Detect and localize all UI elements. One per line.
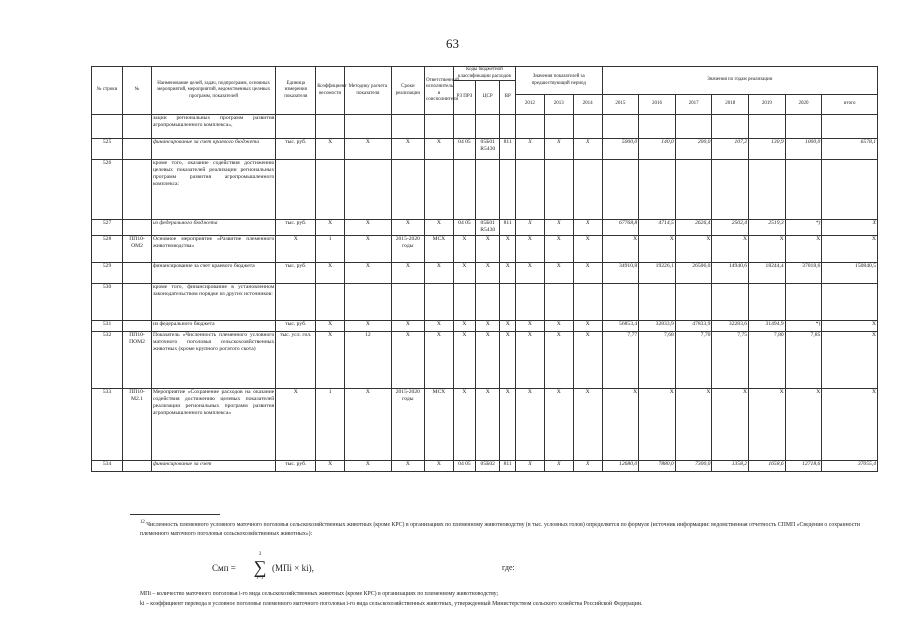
row-value-base-0: X (515, 321, 544, 332)
row-value-base-1 (544, 115, 573, 139)
row-name: Основное мероприятие «Развитие племенного животноводства» (151, 236, 275, 263)
row-terms: 2015-2020 годы (391, 236, 424, 263)
row-code (123, 284, 152, 321)
row-value-plan-3: X (712, 236, 749, 263)
row-executor: МСХ (424, 389, 453, 461)
row-method (345, 160, 392, 220)
row-unit (276, 115, 316, 139)
header-method: Методику расчета показателя (345, 67, 392, 115)
table-body (92, 115, 878, 472)
row-value-plan-3: X (712, 389, 749, 461)
row-coefficient: 1 (316, 236, 345, 263)
row-value-plan-3 (712, 160, 749, 220)
row-rz-prz (453, 284, 475, 321)
row-terms: X (391, 332, 424, 389)
row-terms: X (391, 220, 424, 236)
row-rz-prz: X (453, 263, 475, 284)
row-method: X (345, 461, 392, 472)
row-name: кроме того, финансирование в установленном законодательством порядке из других источников: (151, 284, 275, 321)
row-coefficient: X (316, 263, 345, 284)
row-value-plan-6: X (822, 389, 878, 461)
row-name: Показатель «Численность племенного условного маточного поголовья сельскохозяйственных животных (кроме крупного рогатого скота) (151, 332, 275, 389)
row-value-plan-4 (749, 284, 786, 321)
definition-mpi: МПi – количество маточного поголовья i-го вида сельскохозяйственных животных (кроме КРС) в организациях по племенному животноводству; (140, 591, 499, 597)
row-number: 533 (92, 389, 123, 461)
row-value-base-2: X (573, 220, 602, 236)
row-rz-prz: 04 05 (453, 139, 475, 160)
row-csr (476, 115, 500, 139)
header-code: № (123, 67, 152, 115)
table-row (92, 332, 878, 389)
table-row (92, 263, 878, 284)
table-row (92, 389, 878, 461)
row-name: финансирование за счет краевого бюджета (151, 139, 275, 160)
header-year-2014: 2014 (573, 95, 602, 115)
formula (212, 552, 515, 582)
row-code: ПП10-М2.1 (123, 389, 152, 461)
row-value-plan-6 (822, 115, 878, 139)
row-method: X (345, 321, 392, 332)
row-value-base-1: X (544, 321, 573, 332)
header-year-2018: 2018 (712, 95, 749, 115)
row-value-plan-5 (785, 115, 822, 139)
row-method (345, 284, 392, 321)
row-csr: X (476, 389, 500, 461)
row-value-base-0: X (515, 263, 544, 284)
row-value-base-1 (544, 160, 573, 220)
row-csr: X (476, 332, 500, 389)
row-vr: 811 (500, 220, 516, 236)
row-value-plan-4 (749, 115, 786, 139)
row-value-base-0: X (515, 332, 544, 389)
row-value-plan-5: 1000,0 (785, 139, 822, 160)
header-name: Наименование целей, задач, подпрограмм, основных мероприятий, мероприятий, ведомственных целевых программ, показателей (151, 67, 275, 115)
row-number: 534 (92, 461, 123, 472)
row-value-plan-0: 56853,4 (602, 321, 639, 332)
header-executor: Ответственный исполнитель и соисполнители (424, 67, 453, 115)
row-value-base-1: X (544, 236, 573, 263)
row-number: 526 (92, 160, 123, 220)
row-value-base-0: X (515, 461, 544, 472)
table-row (92, 115, 878, 139)
row-coefficient: X (316, 321, 345, 332)
sigma-symbol: ∑ (253, 557, 267, 577)
row-value-base-1: X (544, 461, 573, 472)
row-csr: 05Б01 R5430 (476, 139, 500, 160)
header-year-2016: 2016 (639, 95, 676, 115)
row-value-plan-3: 32283,6 (712, 321, 749, 332)
row-executor (424, 115, 453, 139)
row-value-plan-2: 47833,9 (675, 321, 712, 332)
row-value-plan-0 (602, 284, 639, 321)
row-value-plan-6: X (822, 332, 878, 389)
row-code (123, 321, 152, 332)
row-name: из федерального бюджета (151, 321, 275, 332)
row-code (123, 461, 152, 472)
row-value-plan-0: 5000,0 (602, 139, 639, 160)
row-vr: X (500, 389, 516, 461)
header-coefficient: Коэффициент весомости (316, 67, 345, 115)
row-value-base-0 (515, 284, 544, 321)
row-coefficient: X (316, 220, 345, 236)
row-code (123, 160, 152, 220)
row-value-base-1: X (544, 263, 573, 284)
formula-lhs: Смп = (212, 563, 236, 573)
row-value-plan-2: 7300,0 (675, 461, 712, 472)
row-value-plan-0: 7,77 (602, 332, 639, 389)
row-value-plan-6: 150840,5 (822, 263, 878, 284)
row-vr (500, 160, 516, 220)
row-csr: X (476, 263, 500, 284)
row-terms (391, 160, 424, 220)
row-csr (476, 160, 500, 220)
row-value-plan-5: X (785, 389, 822, 461)
row-value-plan-2 (675, 284, 712, 321)
row-number: 529 (92, 263, 123, 284)
row-vr (500, 115, 516, 139)
row-rz-prz: X (453, 332, 475, 389)
row-coefficient: 1 (316, 389, 345, 461)
sum-lower-limit: i=1 (256, 576, 264, 581)
row-unit (276, 160, 316, 220)
header-unit: Единица измерения показателя (276, 67, 316, 115)
row-name: кроме того, оказание содействия достижению целевых показателей реализации региональных программ развития агропромышленного комплекса: (151, 160, 275, 220)
row-code (123, 115, 152, 139)
row-value-plan-0: 67768,8 (602, 220, 639, 236)
table-row (92, 160, 878, 220)
row-value-plan-3: 2502,4 (712, 220, 749, 236)
row-unit: X (276, 236, 316, 263)
row-value-base-2: X (573, 461, 602, 472)
row-rz-prz (453, 115, 475, 139)
row-value-plan-4: 7,80 (749, 332, 786, 389)
formula-rhs: (МПi × ki), (272, 563, 314, 573)
row-value-base-0: X (515, 389, 544, 461)
formula-where: где: (502, 563, 515, 572)
header-year-2013: 2013 (544, 95, 573, 115)
row-coefficient (316, 115, 345, 139)
row-value-plan-5: 12718,6 (785, 461, 822, 472)
row-terms (391, 284, 424, 321)
row-value-plan-4: 1658,6 (749, 461, 786, 472)
row-value-plan-3: 107,2 (712, 139, 749, 160)
row-value-base-1: X (544, 389, 573, 461)
footnote-divider (130, 514, 220, 515)
row-number: 532 (92, 332, 123, 389)
row-method (345, 115, 392, 139)
row-value-plan-3: 7,75 (712, 332, 749, 389)
row-value-plan-1: 32833,9 (639, 321, 676, 332)
row-value-plan-4: X (749, 389, 786, 461)
row-value-plan-1: 7880,0 (639, 461, 676, 472)
row-value-plan-1: 140,0 (639, 139, 676, 160)
row-method: X (345, 139, 392, 160)
row-coefficient: X (316, 139, 345, 160)
table-row (92, 321, 878, 332)
row-value-base-2: X (573, 139, 602, 160)
row-method: X (345, 263, 392, 284)
row-method: X (345, 389, 392, 461)
row-value-plan-4: 2519,3 (749, 220, 786, 236)
row-value-base-2 (573, 115, 602, 139)
footnote (140, 519, 875, 538)
header-vr: ВР (500, 81, 516, 115)
row-value-plan-6 (822, 284, 878, 321)
row-value-plan-3 (712, 115, 749, 139)
row-terms: 2015-2020 годы (391, 389, 424, 461)
row-executor: X (424, 332, 453, 389)
row-value-plan-6: X (822, 236, 878, 263)
row-vr (500, 284, 516, 321)
row-unit: тыс. руб. (276, 139, 316, 160)
header-budget-codes: Коды бюджетной классификации расходов (453, 67, 515, 81)
footnote-marker: 12 (140, 520, 145, 525)
row-value-base-0 (515, 160, 544, 220)
row-name: финансирование за счет краевого бюджета (151, 263, 275, 284)
header-terms: Сроки реализации (391, 67, 424, 115)
header-total: итого (822, 95, 878, 115)
header-plan-years: Значения по годам реализации (602, 67, 877, 95)
row-unit (276, 284, 316, 321)
row-executor: X (424, 220, 453, 236)
footnote-text: Численность племенного условного маточного поголовья сельскохозяйственных животных (кроме КРС) в организациях по племенному животноводству (в тыс. условных голов) определяется по формуле (источник информации: ведомственная отчетность СПМП «Сведения о сохранности племенного маточного поголовья сельскохозяйственных животных»): (140, 521, 860, 537)
row-number: 528 (92, 236, 123, 263)
row-code (123, 139, 152, 160)
row-executor: X (424, 263, 453, 284)
row-name: зации региональных программ развития агропромышленного комплекса», (151, 115, 275, 139)
header-base-period: Значения показателей за предшествующий период (515, 67, 602, 95)
row-executor: X (424, 321, 453, 332)
row-number: 531 (92, 321, 123, 332)
row-unit: тыс. руб. (276, 220, 316, 236)
row-value-plan-6: 37055,4 (822, 461, 878, 472)
row-executor (424, 284, 453, 321)
row-terms: X (391, 263, 424, 284)
row-value-plan-5: 37018,6 (785, 263, 822, 284)
table-row (92, 139, 878, 160)
row-value-plan-4 (749, 160, 786, 220)
row-value-plan-2: 2626,4 (675, 220, 712, 236)
row-vr: X (500, 321, 516, 332)
sum-upper-limit: 3 (258, 552, 262, 557)
row-value-plan-2: 7,70 (675, 332, 712, 389)
row-value-plan-0: X (602, 236, 639, 263)
row-value-plan-5: 7,85 (785, 332, 822, 389)
row-value-plan-4: 130,9 (749, 139, 786, 160)
row-value-base-0: X (515, 220, 544, 236)
row-executor: X (424, 139, 453, 160)
row-value-base-2: X (573, 263, 602, 284)
indicator-table (91, 66, 878, 472)
header-year-2012: 2012 (515, 95, 544, 115)
row-value-plan-2 (675, 160, 712, 220)
row-csr: X (476, 236, 500, 263)
row-number: 527 (92, 220, 123, 236)
row-value-plan-6 (822, 160, 878, 220)
row-value-plan-1 (639, 160, 676, 220)
row-value-plan-2: 200,0 (675, 139, 712, 160)
row-vr: 811 (500, 139, 516, 160)
row-unit: X (276, 389, 316, 461)
row-value-plan-4: X (749, 236, 786, 263)
row-vr: X (500, 263, 516, 284)
row-value-plan-0 (602, 160, 639, 220)
row-csr (476, 284, 500, 321)
header-year-2019: 2019 (749, 95, 786, 115)
header-year-2017: 2017 (675, 95, 712, 115)
row-rz-prz: 04 05 (453, 461, 475, 472)
row-terms: X (391, 321, 424, 332)
row-value-base-0: X (515, 236, 544, 263)
row-code: ПП10-ПОМ2 (123, 332, 152, 389)
row-executor: МСХ (424, 236, 453, 263)
row-value-plan-3: 1358,2 (712, 461, 749, 472)
row-value-plan-5: *) (785, 321, 822, 332)
header-row-number: № строки (92, 67, 123, 115)
row-value-plan-5 (785, 160, 822, 220)
row-value-base-2: X (573, 321, 602, 332)
row-code (123, 263, 152, 284)
header-year-2015: 2015 (602, 95, 639, 115)
row-value-plan-0: 34910,8 (602, 263, 639, 284)
row-value-plan-6: X (822, 220, 878, 236)
row-number: 525 (92, 139, 123, 160)
row-value-plan-2: 26506,0 (675, 263, 712, 284)
row-unit: тыс. руб. (276, 263, 316, 284)
row-value-plan-1: 4714,5 (639, 220, 676, 236)
row-method: 12 (345, 332, 392, 389)
row-code: ПП10-ОМ2 (123, 236, 152, 263)
row-value-plan-5: X (785, 236, 822, 263)
row-unit: тыс. усл. гол. (276, 332, 316, 389)
row-value-base-1 (544, 284, 573, 321)
row-value-base-1: X (544, 332, 573, 389)
row-csr: 05Б01 R5430 (476, 220, 500, 236)
row-unit: тыс. руб. (276, 321, 316, 332)
row-value-plan-1: X (639, 236, 676, 263)
header-year-2020: 2020 (785, 95, 822, 115)
sum-sign (252, 552, 268, 582)
row-value-plan-5: *) (785, 220, 822, 236)
row-value-plan-2: X (675, 236, 712, 263)
row-value-plan-4: 18244,4 (749, 263, 786, 284)
row-coefficient (316, 160, 345, 220)
row-coefficient: X (316, 332, 345, 389)
table-row (92, 236, 878, 263)
row-rz-prz: X (453, 321, 475, 332)
row-terms: X (391, 139, 424, 160)
row-name: Мероприятие «Сохранение расходов на оказание содействия достижению целевых показателей реализации региональных программ развития агропромышленного комплекса» (151, 389, 275, 461)
row-value-plan-1 (639, 284, 676, 321)
row-value-plan-6: X (822, 321, 878, 332)
definition-ki: ki – коэффициент перевода в условное поголовье племенного маточного поголовья i-го вида сельскохозяйственных животных, утвержденный Министерством сельского хозяйства Российской Федерации. (140, 601, 643, 607)
row-terms (391, 115, 424, 139)
header-csr: ЦСР (476, 81, 500, 115)
row-rz-prz: 04 05 (453, 220, 475, 236)
row-value-plan-6: 6578,1 (822, 139, 878, 160)
row-terms: X (391, 461, 424, 472)
table-row (92, 284, 878, 321)
row-coefficient (316, 284, 345, 321)
row-value-base-2 (573, 160, 602, 220)
row-value-plan-2: X (675, 389, 712, 461)
row-value-plan-3 (712, 284, 749, 321)
row-value-base-1: X (544, 139, 573, 160)
row-value-plan-2 (675, 115, 712, 139)
row-method: X (345, 236, 392, 263)
row-vr: X (500, 332, 516, 389)
row-value-plan-3: 14940,6 (712, 263, 749, 284)
row-value-plan-1: 7,68 (639, 332, 676, 389)
row-value-base-2: X (573, 389, 602, 461)
row-name: из федерального бюджета (151, 220, 275, 236)
row-vr: X (500, 236, 516, 263)
row-csr: X (476, 321, 500, 332)
row-code (123, 220, 152, 236)
row-method: X (345, 220, 392, 236)
row-value-plan-1: 19226,1 (639, 263, 676, 284)
row-value-plan-1 (639, 115, 676, 139)
row-name: финансирование за счет (151, 461, 275, 472)
header-rz-prz: РЗ ПРЗ (453, 81, 475, 115)
row-unit: тыс. руб. (276, 461, 316, 472)
row-value-base-0: X (515, 139, 544, 160)
row-value-base-2: X (573, 236, 602, 263)
row-value-base-2: X (573, 332, 602, 389)
row-value-plan-1: X (639, 389, 676, 461)
row-value-plan-4: 31494,9 (749, 321, 786, 332)
row-value-base-2 (573, 284, 602, 321)
row-number: 530 (92, 284, 123, 321)
row-value-plan-0 (602, 115, 639, 139)
row-value-plan-5 (785, 284, 822, 321)
row-number (92, 115, 123, 139)
row-value-base-1: X (544, 220, 573, 236)
row-rz-prz (453, 160, 475, 220)
row-vr: 811 (500, 461, 516, 472)
page-number: 63 (446, 36, 459, 51)
row-executor: X (424, 461, 453, 472)
table-row (92, 461, 878, 472)
row-rz-prz: X (453, 236, 475, 263)
row-value-base-0 (515, 115, 544, 139)
row-coefficient: X (316, 461, 345, 472)
row-csr: 05Б02 (476, 461, 500, 472)
row-executor (424, 160, 453, 220)
row-rz-prz: X (453, 389, 475, 461)
row-value-plan-0: 12680,0 (602, 461, 639, 472)
row-value-plan-0: X (602, 389, 639, 461)
table-row (92, 220, 878, 236)
